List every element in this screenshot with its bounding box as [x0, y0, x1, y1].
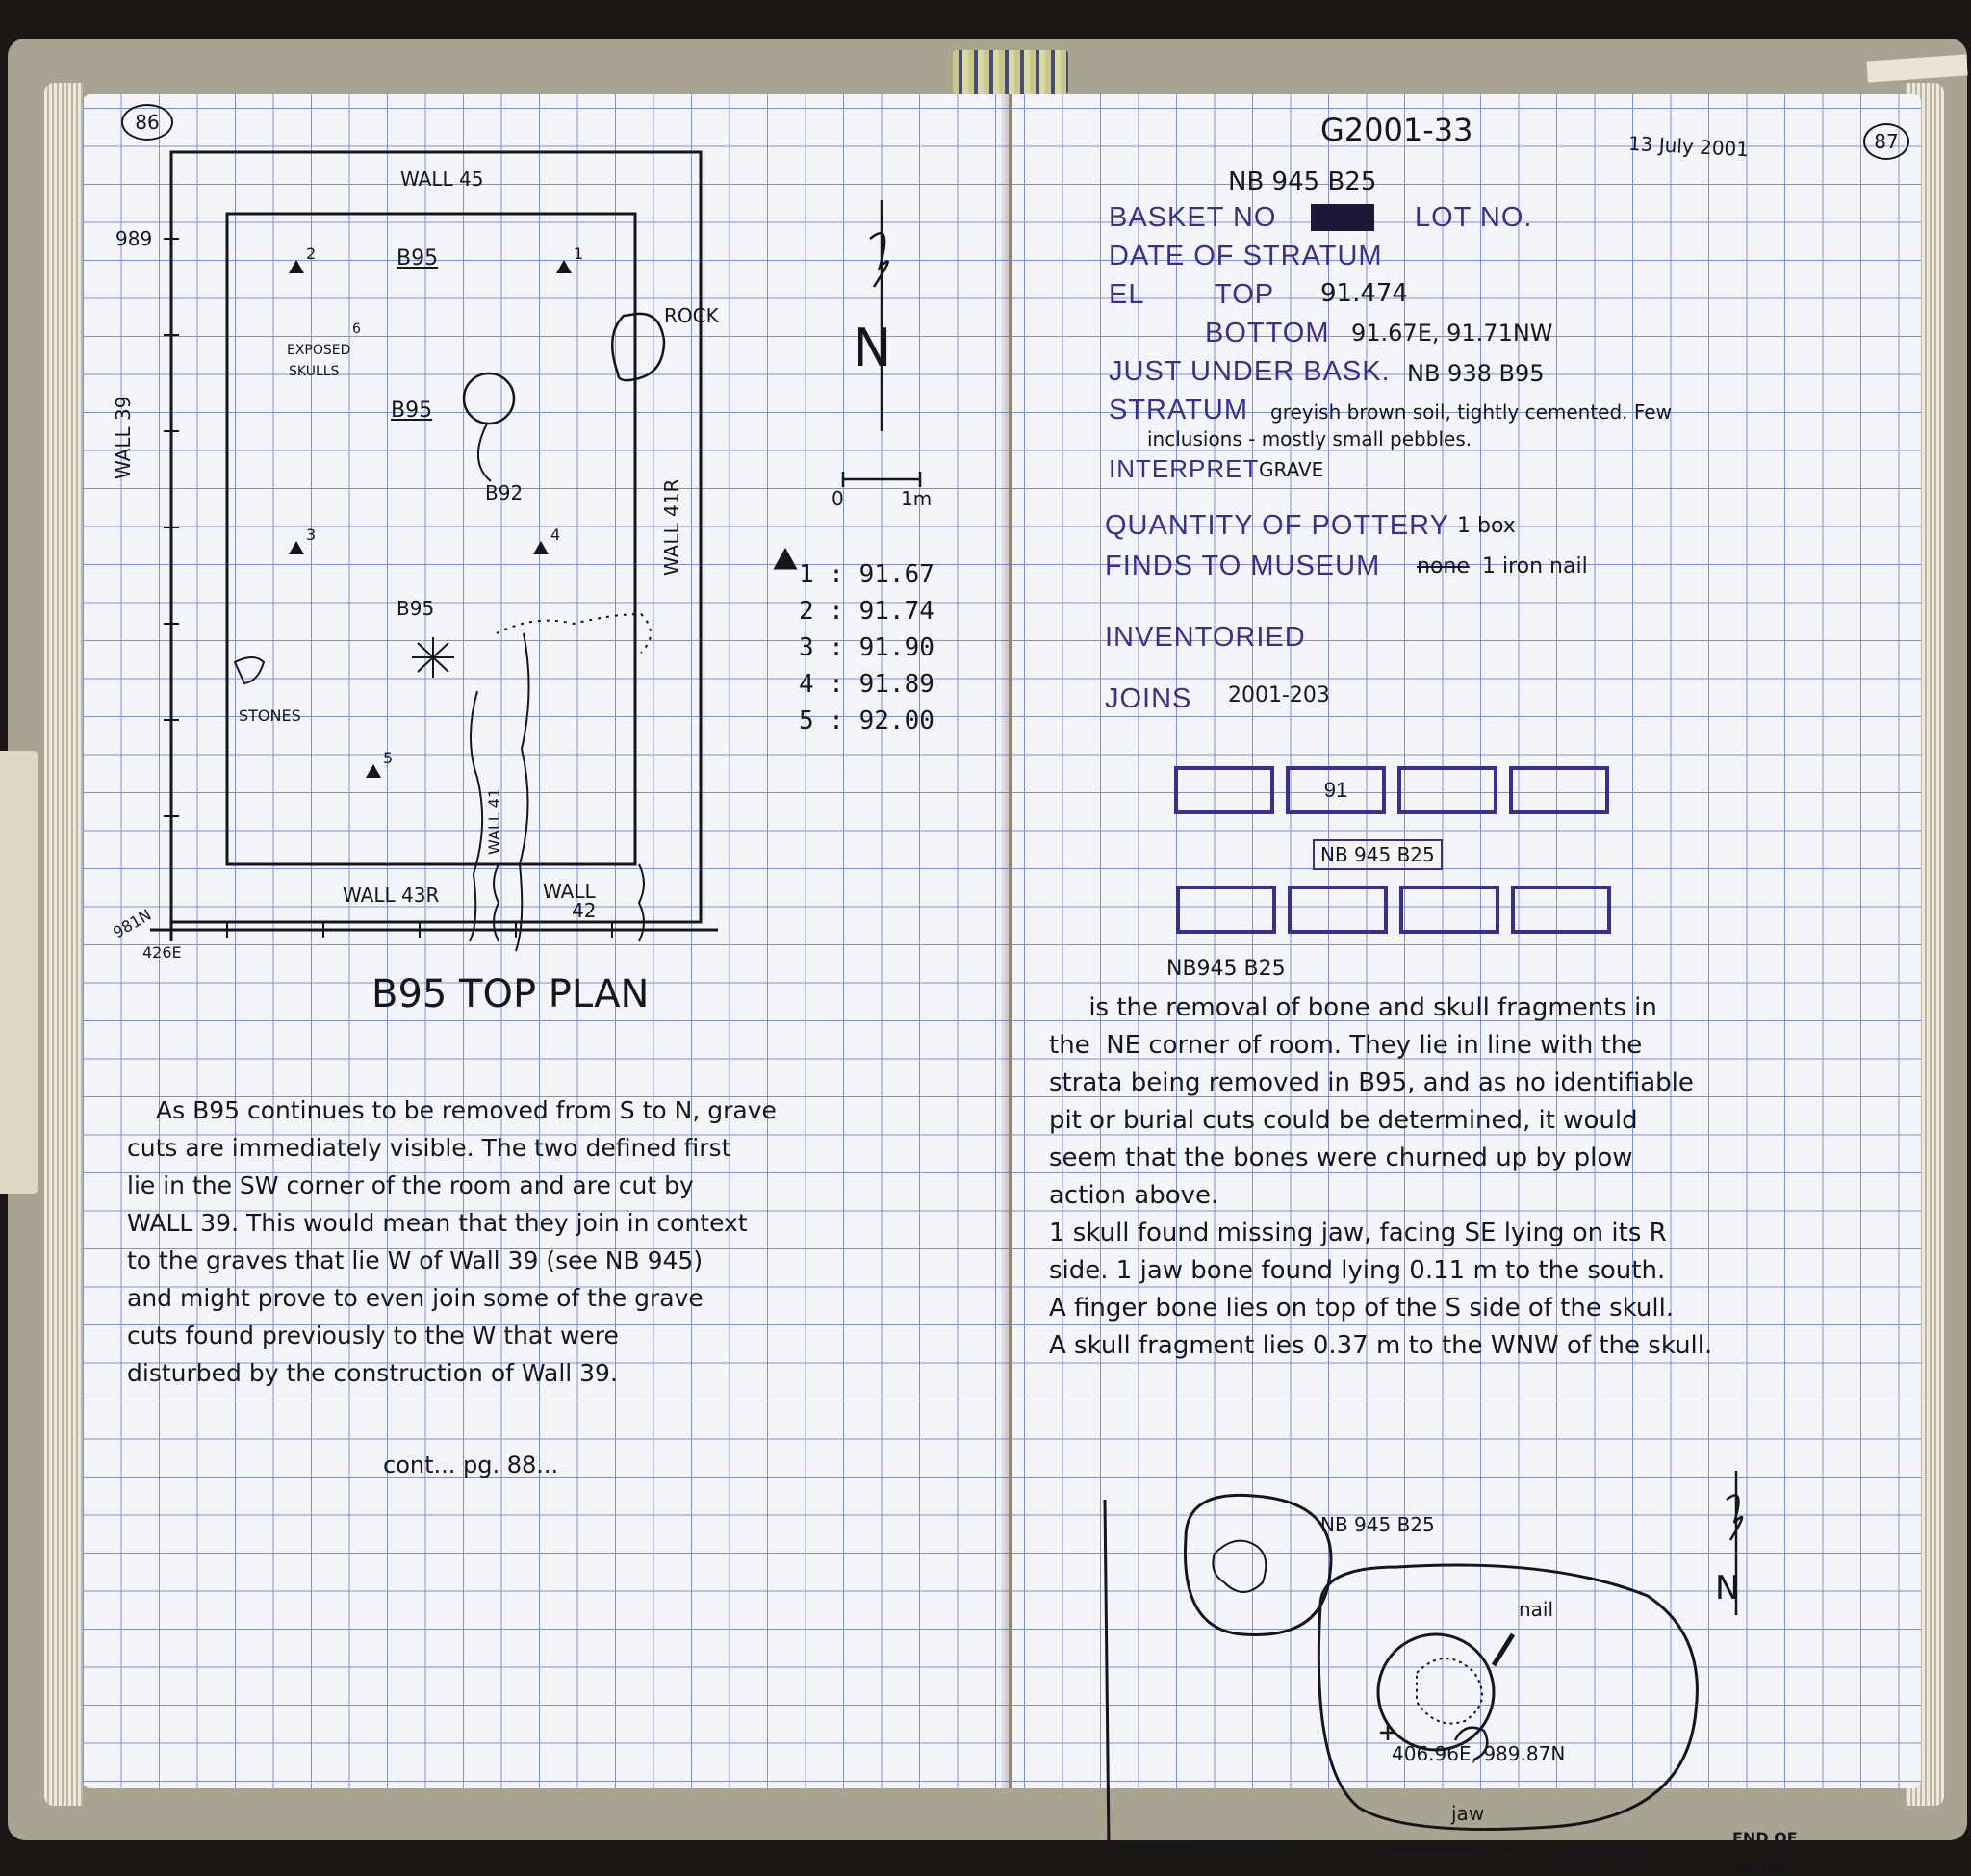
sketch-north-label: N	[1715, 1569, 1740, 1607]
finds-value: 1 iron nail	[1482, 554, 1588, 578]
right-page	[1012, 94, 1921, 1876]
grid-label-981n: 981N	[110, 905, 155, 942]
page-edges-left	[44, 83, 83, 1806]
label-wall-43r: WALL 43R	[343, 884, 440, 907]
coordinate-label: 406.96E, 989.87N	[1392, 1742, 1566, 1765]
point-marker-5	[366, 764, 381, 778]
elevation-item: 5 : 92.00	[799, 707, 934, 735]
interpret-value: GRAVE	[1259, 458, 1324, 481]
just-under-value: NB 938 B95	[1407, 360, 1545, 387]
note-line: the NE corner of room. They lie in line with the	[1049, 1031, 1643, 1060]
scale-one-meter-label: 1m	[901, 487, 933, 510]
label-wall-45: WALL 45	[400, 167, 484, 191]
notes-paragraph	[1049, 989, 1712, 1365]
page-number: 86	[121, 104, 173, 141]
elevation-item: 3 : 91.90	[799, 633, 934, 662]
stamp-finds: FINDS TO MUSEUM	[1105, 551, 1381, 581]
page-number: 87	[1863, 123, 1909, 160]
stamp-box	[1511, 886, 1611, 934]
stamp-box	[1176, 886, 1276, 934]
entry-heading: NB945 B25	[1166, 957, 1286, 981]
note-line: As B95 continues to be removed from S to N, grave	[156, 1096, 777, 1124]
notebook-ref: NB 945 B25	[1228, 167, 1377, 196]
point-marker-2	[289, 260, 304, 273]
stones-outline	[235, 657, 264, 683]
scale-zero-label: 0	[832, 487, 844, 510]
finds-struck-value: none	[1417, 554, 1470, 578]
point-label-3: 3	[306, 526, 317, 544]
bookmark-ribbon	[953, 50, 1068, 94]
note-line: cuts found previously to the W that were	[127, 1322, 619, 1349]
bone-dotted-trail	[497, 614, 651, 653]
stratum-value-line1: greyish brown soil, tightly cemented. Few	[1270, 400, 1672, 424]
rock-outline	[612, 314, 664, 380]
wall-41-right	[516, 633, 529, 951]
note-line: is the removal of bone and skull fragments in	[1049, 993, 1657, 1022]
label-b95-top: B95	[397, 246, 439, 270]
skull-b95-outline	[464, 373, 514, 424]
label-b95-lower: B95	[397, 597, 435, 620]
sketch-frame-left	[1105, 1500, 1109, 1846]
stamp-box	[1399, 886, 1499, 934]
top-elevation-value: 91.474	[1320, 279, 1408, 308]
sketch-frame-bottom	[1109, 1846, 1657, 1852]
point-marker-1	[556, 260, 572, 273]
elevation-item: 1 : 91.67	[799, 560, 934, 589]
note-line: seem that the bones were churned up by plow	[1049, 1144, 1633, 1172]
grid-ticks	[164, 239, 612, 938]
note-line: A finger bone lies on top of the S side of the skull.	[1049, 1294, 1675, 1323]
stamp-box	[1397, 766, 1497, 814]
stamp-inventoried: INVENTORIED	[1105, 622, 1306, 653]
label-wall-39: WALL 39	[112, 396, 135, 479]
footer-end-of: END OF	[1732, 1829, 1798, 1847]
b95-skull-sketch	[412, 637, 454, 678]
point-label-6: 6	[352, 321, 361, 337]
stamp-quantity: QUANTITY OF POTTERY	[1105, 510, 1449, 541]
nail-label: nail	[1519, 1598, 1554, 1621]
elastic-band	[0, 751, 38, 1194]
plan-title: B95 TOP PLAN	[371, 972, 650, 1016]
note-line: side. 1 jaw bone found lying 0.11 m to the south.	[1049, 1256, 1666, 1285]
elevation-item: 4 : 91.89	[799, 670, 934, 699]
north-arrow-head	[870, 233, 888, 287]
elevation-item: 2 : 91.74	[799, 597, 934, 626]
stamp-box-middle: NB 945 B25	[1313, 839, 1443, 870]
skull-fragment-outline	[1186, 1495, 1332, 1634]
point-marker-4	[533, 541, 549, 554]
point-label-4: 4	[550, 526, 561, 544]
stamp-joins: JOINS	[1105, 683, 1192, 714]
stratum-value-line2: inclusions - mostly small pebbles.	[1147, 427, 1472, 450]
stamp-box: 91	[1286, 766, 1386, 814]
stamp-box	[1288, 886, 1388, 934]
stamp-box	[1509, 766, 1609, 814]
project-code: G2001-33	[1320, 112, 1473, 148]
skull-b95-leader	[478, 424, 491, 481]
bone-sketch	[1012, 1384, 1921, 1865]
joins-value: 2001-203	[1228, 683, 1330, 707]
point-label-1: 1	[574, 244, 584, 263]
top-plan-drawing	[83, 94, 1009, 961]
stamp-bottom: BOTTOM	[1205, 318, 1330, 348]
plan-inner-room	[227, 214, 635, 864]
label-stones: STONES	[239, 707, 301, 725]
label-rock: ROCK	[664, 304, 719, 327]
grid-label-426e: 426E	[142, 943, 182, 962]
stamp-stratum: STRATUM	[1109, 395, 1249, 425]
label-wall-41-inner: WALL 41	[485, 787, 503, 855]
note-line: disturbed by the construction of Wall 39.	[127, 1359, 618, 1387]
quantity-value: 1 box	[1457, 514, 1516, 538]
point-label-2: 2	[306, 244, 317, 263]
stamp-lot-no: LOT NO.	[1415, 202, 1533, 233]
grid-label-989: 989	[115, 227, 153, 250]
note-line: strata being removed in B95, and as no identifiable	[1049, 1068, 1694, 1097]
stamp-basket-no: BASKET NO	[1109, 202, 1277, 233]
stamp-date-of-stratum: DATE OF STRATUM	[1109, 241, 1383, 271]
point-label-5: 5	[383, 749, 394, 767]
elevation-key-triangle	[776, 551, 795, 568]
note-line: lie in the SW corner of the room and are cut by	[127, 1171, 694, 1199]
stamp-just-under: JUST UNDER BASK.	[1109, 356, 1391, 387]
sketch-label: NB 945 B25	[1320, 1513, 1435, 1536]
grave-cut-outline	[1318, 1565, 1697, 1830]
note-line: to the graves that lie W of Wall 39 (see NB 945)	[127, 1246, 704, 1274]
stamp-el: EL	[1109, 279, 1145, 310]
stamp-box-row-top	[1174, 766, 1609, 814]
label-wall-41r: WALL 41R	[660, 478, 683, 576]
note-line: WALL 39. This would mean that they join in context	[127, 1209, 748, 1237]
note-line: action above.	[1049, 1181, 1219, 1210]
stamp-interpret: INTERPRET	[1109, 454, 1260, 483]
jaw-label: jaw	[1451, 1802, 1485, 1825]
label-exposed: EXPOSED	[287, 343, 351, 358]
note-line: and might prove to even join some of the grave	[127, 1284, 704, 1312]
stamp-top: TOP	[1215, 279, 1275, 310]
label-wall-42-line1: WALL	[543, 880, 596, 903]
note-line: cuts are immediately visible. The two defined first	[127, 1134, 731, 1162]
notes-paragraph	[127, 1092, 777, 1392]
left-page	[83, 94, 1009, 1788]
label-wall-42-line2: 42	[572, 899, 597, 922]
point-marker-3	[289, 541, 304, 554]
stamp-box	[1174, 766, 1274, 814]
label-b95-skull: B95	[391, 398, 433, 423]
label-skulls: SKULLS	[289, 364, 340, 379]
entry-date: 13 July 2001	[1627, 131, 1750, 162]
bottom-elevation-value: 91.67E, 91.71NW	[1351, 320, 1553, 347]
skull-detail	[1417, 1658, 1482, 1724]
note-line: A skull fragment lies 0.37 m to the WNW of the skull.	[1049, 1331, 1713, 1360]
north-arrow-label: N	[853, 318, 892, 378]
continued-note: cont... pg. 88...	[383, 1452, 559, 1478]
redacted-basket-number	[1311, 204, 1374, 231]
note-line: pit or burial cuts could be determined, it would	[1049, 1106, 1638, 1135]
sketch-north-head	[1727, 1495, 1742, 1540]
nail-sketch	[1494, 1634, 1513, 1665]
wall-41-left	[470, 691, 482, 941]
skull-fragment-detail	[1213, 1541, 1266, 1592]
note-line: 1 skull found missing jaw, facing SE lying on its R	[1049, 1219, 1667, 1247]
label-b92: B92	[485, 481, 524, 504]
footer-basket: BASKET	[1732, 1858, 1801, 1876]
stamp-box-row-bottom	[1176, 886, 1611, 934]
